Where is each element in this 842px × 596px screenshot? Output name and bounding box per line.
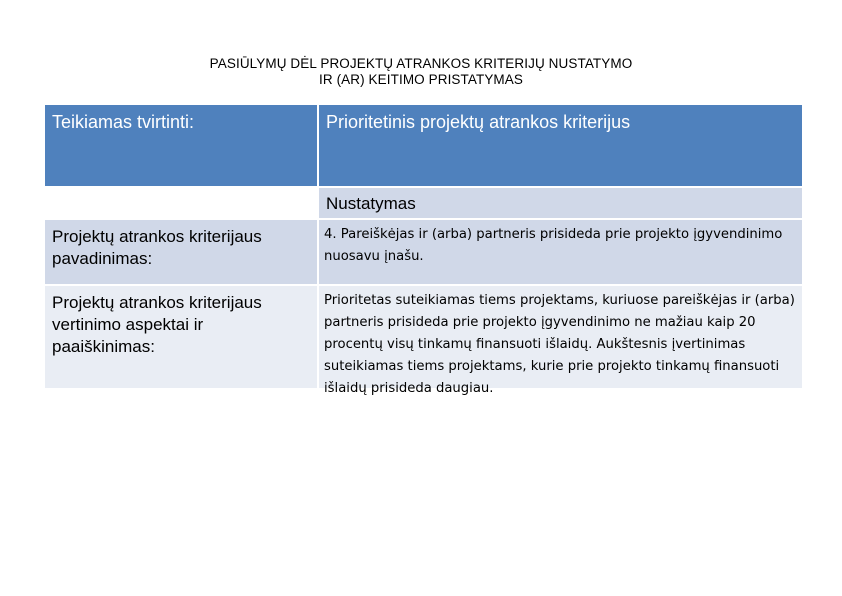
criterion-aspects-value: Prioritetas suteikiamas tiems projektams, kuriuose pareiškėjas ir (arba) partneris prisideda prie projekto įgyvendinimo ne mažiau kaip 20 procentų visų tinkamų finansuoti išlaidų. Aukštesnis įvertinimas suteikiamas tiems projektams, kurie prie projekto tinkamų finansuoti išlaidų prisideda daugiau.: [319, 286, 802, 390]
table-header-row: [45, 105, 802, 188]
title-line-2: IR (AR) KEITIMO PRISTATYMAS: [319, 72, 523, 87]
header-cell-submitted: Teikiamas tvirtinti:: [45, 105, 319, 188]
criterion-name-value: 4. Pareiškėjas ir (arba) partneris prisideda prie projekto įgyvendinimo nuosavu įnašu.: [319, 220, 802, 286]
table-subheader-row: [45, 188, 802, 220]
subheader-cell-empty: [45, 188, 319, 220]
table-row: [45, 220, 802, 286]
subheader-cell-setting: Nustatymas: [319, 188, 802, 220]
criteria-table: [45, 105, 802, 396]
header-cell-criterion: Prioritetinis projektų atrankos kriterijus: [319, 105, 802, 188]
criterion-name-label: Projektų atrankos kriterijaus pavadinimas:: [45, 220, 319, 286]
table-row: [45, 286, 802, 396]
criterion-aspects-label: Projektų atrankos kriterijaus vertinimo aspektai ir paaiškinimas:: [45, 286, 319, 390]
document-title: [0, 56, 842, 88]
title-line-1: PASIŪLYMŲ DĖL PROJEKTŲ ATRANKOS KRITERIJŲ NUSTATYMO: [209, 56, 633, 71]
